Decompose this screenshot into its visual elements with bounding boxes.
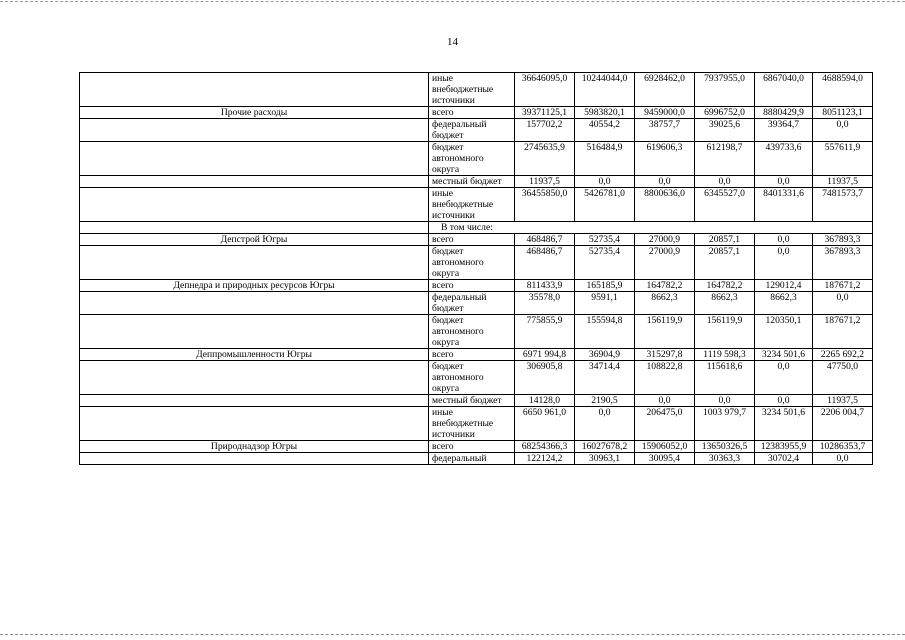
value-cell: 187671,2: [813, 280, 873, 292]
value-cell: 30702,4: [755, 453, 813, 465]
program-name-cell: [80, 315, 429, 349]
table-row: [80, 407, 873, 441]
value-cell: 27000,9: [635, 246, 695, 280]
value-cell: 8880429,9: [755, 107, 813, 119]
program-name-cell: [80, 453, 429, 465]
table-row: [80, 119, 873, 142]
value-cell: 0,0: [813, 119, 873, 142]
value-cell: 47750,0: [813, 361, 873, 395]
table-row: [80, 292, 873, 315]
table-row: [80, 234, 873, 246]
name-cell: [80, 222, 429, 234]
value-cell: 0,0: [813, 453, 873, 465]
program-name-cell: [80, 395, 429, 407]
value-cell: 0,0: [575, 407, 635, 441]
value-cell: 39364,7: [755, 119, 813, 142]
value-cell: 20857,1: [695, 246, 755, 280]
value-cell: 11937,5: [813, 395, 873, 407]
program-name-cell: Прочие расходы: [80, 107, 429, 119]
program-name-cell: [80, 188, 429, 222]
value-cell: 0,0: [813, 292, 873, 315]
funding-source-cell: местный бюджет: [429, 176, 515, 188]
subheading-row: [80, 222, 873, 234]
value-cell: 122124,2: [515, 453, 575, 465]
value-cell: 0,0: [755, 176, 813, 188]
funding-source-cell: всего: [429, 234, 515, 246]
value-cell: 1003 979,7: [695, 407, 755, 441]
program-name-cell: [80, 407, 429, 441]
value-cell: 8051123,1: [813, 107, 873, 119]
funding-source-cell: бюджет автономного округа: [429, 361, 515, 395]
value-cell: 367893,3: [813, 234, 873, 246]
program-name-cell: [80, 176, 429, 188]
value-cell: 39371125,1: [515, 107, 575, 119]
value-cell: 3234 501,6: [755, 407, 813, 441]
funding-source-cell: федеральный: [429, 453, 515, 465]
funding-source-cell: федеральный бюджет: [429, 119, 515, 142]
value-cell: 619606,3: [635, 142, 695, 176]
value-cell: 2190,5: [575, 395, 635, 407]
value-cell: 108822,8: [635, 361, 695, 395]
table-row: [80, 280, 873, 292]
value-cell: 0,0: [695, 395, 755, 407]
value-cell: 129012,4: [755, 280, 813, 292]
table-row: [80, 176, 873, 188]
funding-source-cell: бюджет автономного округа: [429, 315, 515, 349]
value-cell: 27000,9: [635, 234, 695, 246]
value-cell: 16027678,2: [575, 441, 635, 453]
table-row: [80, 107, 873, 119]
value-cell: 468486,7: [515, 246, 575, 280]
program-name-cell: [80, 361, 429, 395]
value-cell: 5983820,1: [575, 107, 635, 119]
value-cell: 5426781,0: [575, 188, 635, 222]
program-name-cell: [80, 119, 429, 142]
value-cell: 367893,3: [813, 246, 873, 280]
value-cell: 8800636,0: [635, 188, 695, 222]
funding-source-cell: иные внебюджетные источники: [429, 188, 515, 222]
value-cell: 156119,9: [695, 315, 755, 349]
value-cell: 2206 004,7: [813, 407, 873, 441]
value-cell: 36646095,0: [515, 73, 575, 107]
value-cell: 157702,2: [515, 119, 575, 142]
funding-source-cell: всего: [429, 107, 515, 119]
program-name-cell: [80, 292, 429, 315]
value-cell: 10286353,7: [813, 441, 873, 453]
value-cell: 6971 994,8: [515, 349, 575, 361]
program-name-cell: [80, 142, 429, 176]
value-cell: 0,0: [755, 361, 813, 395]
funding-source-cell: всего: [429, 441, 515, 453]
value-cell: 14128,0: [515, 395, 575, 407]
value-cell: 13650326,5: [695, 441, 755, 453]
value-cell: 7481573,7: [813, 188, 873, 222]
table-row: [80, 246, 873, 280]
value-cell: 8662,3: [695, 292, 755, 315]
funding-source-cell: местный бюджет: [429, 395, 515, 407]
value-cell: 612198,7: [695, 142, 755, 176]
value-cell: 7937955,0: [695, 73, 755, 107]
table-row: [80, 361, 873, 395]
value-cell: 30095,4: [635, 453, 695, 465]
value-cell: 2265 692,2: [813, 349, 873, 361]
value-cell: 4688594,0: [813, 73, 873, 107]
value-cell: 30963,1: [575, 453, 635, 465]
value-cell: 15906052,0: [635, 441, 695, 453]
value-cell: 8662,3: [635, 292, 695, 315]
value-cell: 3234 501,6: [755, 349, 813, 361]
value-cell: 8401331,6: [755, 188, 813, 222]
table-row: [80, 73, 873, 107]
value-cell: 187671,2: [813, 315, 873, 349]
table-row: [80, 453, 873, 465]
funding-source-cell: всего: [429, 280, 515, 292]
program-name-cell: Депстрой Югры: [80, 234, 429, 246]
value-cell: 34714,4: [575, 361, 635, 395]
funding-source-cell: бюджет автономного округа: [429, 246, 515, 280]
value-cell: 6867040,0: [755, 73, 813, 107]
value-cell: 468486,7: [515, 234, 575, 246]
value-cell: 0,0: [755, 246, 813, 280]
value-cell: 36904,9: [575, 349, 635, 361]
value-cell: 115618,6: [695, 361, 755, 395]
table-row: [80, 315, 873, 349]
program-name-cell: [80, 73, 429, 107]
value-cell: 30363,3: [695, 453, 755, 465]
value-cell: 20857,1: [695, 234, 755, 246]
value-cell: 11937,5: [813, 176, 873, 188]
value-cell: 52735,4: [575, 246, 635, 280]
value-cell: 6345527,0: [695, 188, 755, 222]
value-cell: 165185,9: [575, 280, 635, 292]
value-cell: 811433,9: [515, 280, 575, 292]
value-cell: 39025,6: [695, 119, 755, 142]
program-name-cell: Депнедра и природных ресурсов Югры: [80, 280, 429, 292]
value-cell: 36455850,0: [515, 188, 575, 222]
value-cell: 557611,9: [813, 142, 873, 176]
value-cell: 1119 598,3: [695, 349, 755, 361]
value-cell: 35578,0: [515, 292, 575, 315]
value-cell: 775855,9: [515, 315, 575, 349]
scan-edge-top: [0, 1, 905, 2]
value-cell: 0,0: [755, 234, 813, 246]
table-row: [80, 441, 873, 453]
value-cell: 0,0: [635, 395, 695, 407]
subheading-label: В том числе:: [429, 222, 873, 234]
value-cell: 306905,8: [515, 361, 575, 395]
value-cell: 315297,8: [635, 349, 695, 361]
value-cell: 0,0: [755, 395, 813, 407]
funding-source-cell: федеральный бюджет: [429, 292, 515, 315]
value-cell: 12383955,9: [755, 441, 813, 453]
table-row: [80, 142, 873, 176]
value-cell: 0,0: [635, 176, 695, 188]
program-name-cell: [80, 246, 429, 280]
table-row: [80, 188, 873, 222]
value-cell: 11937,5: [515, 176, 575, 188]
funding-source-cell: иные внебюджетные источники: [429, 73, 515, 107]
value-cell: 9459000,0: [635, 107, 695, 119]
value-cell: 516484,9: [575, 142, 635, 176]
value-cell: 6928462,0: [635, 73, 695, 107]
value-cell: 120350,1: [755, 315, 813, 349]
page-number: 14: [447, 36, 458, 48]
funding-source-cell: всего: [429, 349, 515, 361]
value-cell: 40554,2: [575, 119, 635, 142]
table-row: [80, 349, 873, 361]
value-cell: 10244044,0: [575, 73, 635, 107]
value-cell: 164782,2: [695, 280, 755, 292]
table-row: [80, 395, 873, 407]
value-cell: 0,0: [695, 176, 755, 188]
value-cell: 0,0: [575, 176, 635, 188]
value-cell: 155594,8: [575, 315, 635, 349]
value-cell: 156119,9: [635, 315, 695, 349]
funding-source-cell: иные внебюджетные источники: [429, 407, 515, 441]
value-cell: 38757,7: [635, 119, 695, 142]
value-cell: 9591,1: [575, 292, 635, 315]
value-cell: 8662,3: [755, 292, 813, 315]
program-name-cell: Деппромышленности Югры: [80, 349, 429, 361]
value-cell: 52735,4: [575, 234, 635, 246]
value-cell: 164782,2: [635, 280, 695, 292]
scan-edge-bottom: [0, 634, 905, 635]
value-cell: 206475,0: [635, 407, 695, 441]
funding-source-cell: бюджет автономного округа: [429, 142, 515, 176]
budget-table: [79, 72, 873, 465]
value-cell: 68254366,3: [515, 441, 575, 453]
value-cell: 2745635,9: [515, 142, 575, 176]
value-cell: 6650 961,0: [515, 407, 575, 441]
value-cell: 439733,6: [755, 142, 813, 176]
program-name-cell: Природнадзор Югры: [80, 441, 429, 453]
value-cell: 6996752,0: [695, 107, 755, 119]
